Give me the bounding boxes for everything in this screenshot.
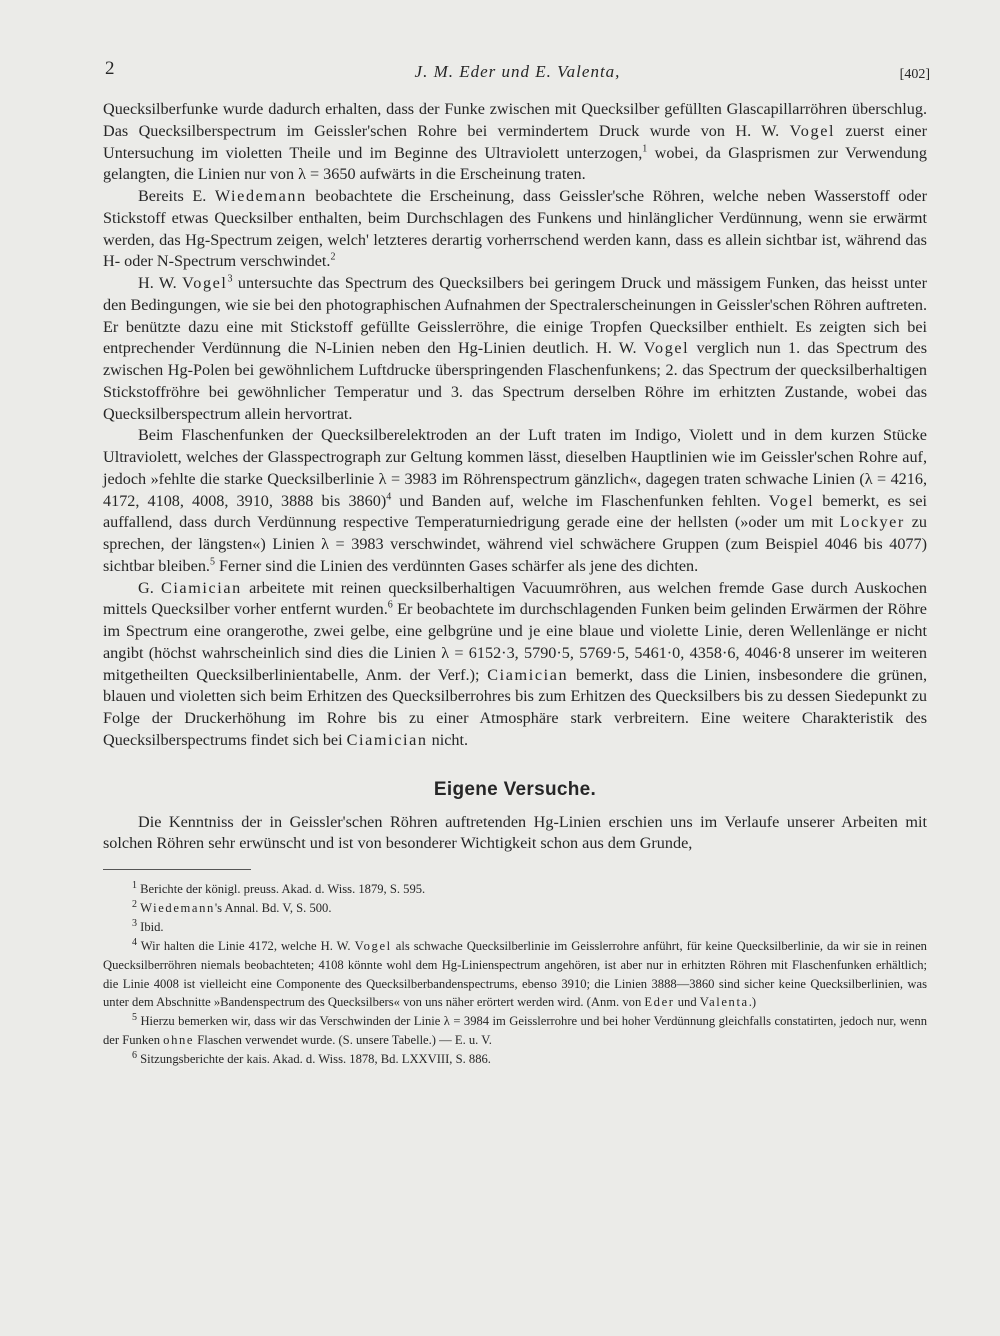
text-run: Beim Flaschenfunken der Quecksilberelektroden an der Luft traten im Indigo, Violett und in dem kurzen Stücke Ultraviolett, welches der Glasspectrograph zur Geltung kommen lässt, dieselben Hauptlinien wie im Geissler'schen Rohre auf, jedoch »fehlte die starke Quecksilberlinie λ = 3983 im Röhrenspectrum gänzlich«, dagegen traten schwache Linien (λ = 4216, 4172, 4108, 4008, 3910, 3888 bis 3860) (103, 426, 927, 510)
footnote (103, 1012, 927, 1050)
paragraph (103, 578, 927, 752)
text-run: arbeitete mit reinen quecksilberhaltigen Vacuumröhren, aus welchen fremde Gase durch Auskochen mittels Quecksilber vorher entfernt wurden. (103, 578, 927, 619)
text-run: Ferner sind die Linien des verdünnten Gases schärfer als jene des dichten. (214, 556, 699, 575)
paragraphs (103, 99, 927, 752)
spaced-name: Vogel (182, 274, 228, 292)
spaced-name: Vogel (768, 491, 815, 510)
footnote-ref: 1 (132, 879, 137, 891)
text-run: wobei, da Glasprismen zur Verwendung gelangten, die Linien nur von λ = 3650 aufwärts in die Erscheinung traten. (103, 143, 927, 184)
text-run: .) (748, 995, 757, 1010)
spaced-name: Vogel (643, 339, 690, 358)
footnote (103, 880, 927, 899)
spaced-name: Eder (644, 995, 675, 1010)
text-run: Die Kenntniss der in Geissler'schen Röhren auftretenden Hg-Linien erschien uns im Verlaufe unserer Arbeiten mit solchen Röhren sehr erwünscht und ist von besonderer Wichtigkeit schon aus dem Grunde, (103, 812, 927, 853)
body-text (103, 99, 927, 1069)
text-run: H. W. (138, 274, 183, 292)
text-run: bemerkt, es sei auffallend, dass durch Verdünnung respective Temperaturniedrigung gerade eine der hellsten (»oder um mit (103, 491, 927, 532)
text-run: Berichte der königl. preuss. Akad. d. Wiss. 1879, S. 595. (137, 882, 426, 896)
footnote (103, 899, 927, 918)
spaced-name: Vogel (789, 121, 836, 140)
footnote-ref: 3 (227, 273, 233, 285)
text-run: verglich nun 1. das Spectrum des zwischen Hg-Polen bei gewöhnlichem Luftdrucke überspringenden Flaschenfunkens; 2. das Spectrum der quecksilberhaltigen Stickstoffröhre bei gewöhnlicher Temperatur und 3. das Spectrum derselben Röhre im erhitzten Zustande, wobei das Quecksilberspectrum allein hervortrat. (103, 339, 927, 423)
text-run: Quecksilberfunke wurde dadurch erhalten, dass der Funke zwischen mit Quecksilber gefüllten Glascapillarröhren überschlug. Das Quecksilberspectrum im Geissler'schen Rohre bei vermindertem Druck wurde von H. W. (103, 100, 927, 140)
text-run: untersuchte das Spectrum des Quecksilbers bei geringem Druck und mässigem Funken, das heisst unter den Bedingungen, wie sie bei den photographischen Aufnahmen der Spectralerscheinungen in Geissler'schen Röhren auftreten. Er benützte dazu eine mit Stickstoff gefüllte Geisslerröhre, die einige Tropfen Quecksilber enthielt. Es zeigten sich bei entprechender Verdünnung die N-Linien neben den Hg-Linien deutlich. H. W. (103, 274, 927, 358)
running-title: J. M. Eder und E. Valenta, (414, 62, 621, 81)
text-run: Bereits E. (138, 187, 215, 205)
text-run: und (674, 995, 700, 1010)
paragraph (103, 425, 927, 577)
footnote-ref: 1 (642, 143, 648, 155)
paragraph (103, 99, 927, 186)
footnote (103, 1050, 927, 1069)
text-run: nicht. (427, 730, 469, 749)
footnote-ref: 5 (209, 556, 215, 568)
spaced-name: Wiedemann (140, 900, 215, 915)
text-run: bemerkt, dass die Linien, insbesondere die grünen, blauen und violetten sich beim Erhitzen des Quecksilberrohres bis zum Erhitzen des Quecksilbers bis zu dessen Siedepunkt zu Folge der Druckerhöhung im Rohre bis zu einer Atmosphäre stark verbreitern. Eine weitere Charakteristik des Quecksilberspectrums findet sich bei (103, 665, 928, 749)
paragraph (103, 186, 927, 273)
footnote-ref: 4 (386, 491, 392, 503)
footnote-ref: 2 (132, 898, 137, 910)
paragraph (103, 273, 927, 425)
text-run: als schwache Quecksilberlinie im Geisslerrohre anführt, für keine Quecksilberlinie, da wir sie in reinen Quecksilberröhren niemals beobachteten; 4108 könnte wohl dem Hg-Linienspectrum angehören, ist aber nur in erhitzten Röhren mit Flaschenfunken erhältlich; die Linie 4008 ist vielleicht eine Componente des Quecksilberbandenspectrums, ebenso 3910; die Linien 3888—3860 sind sicher keine Quecksilberlinien, was unter dem Abschnitte »Bandenspectrum des Quecksilbers« von uns näher erörtert werden wird. (Anm. von (103, 938, 927, 1010)
footnote-ref: 6 (387, 599, 393, 611)
footnote-ref: 5 (132, 1012, 137, 1024)
text-run: Ibid. (137, 919, 164, 934)
paragraph (103, 812, 927, 856)
spaced-name: Vogel (354, 938, 392, 953)
text-run: Er beobachtete im durchschlagenden Funken beim gelinden Erwärmen der Röhre im Spectrum eine orangerothe, zwei gelbe, eine gelbgrüne und je eine blaue und violette Linie, deren Wellenlänge er nicht angibt (höchst wahrscheinlich sind dies die Linien λ = 6152·3, 5790·5, 5769·5, 5461·0, 4358·6, 4046·8 unserer im weiteren mitgetheilten Quecksilberlinientabelle, Anm. der Verf.); (103, 600, 927, 684)
spaced-name: Valenta (699, 995, 749, 1010)
text-run: Hierzu bemerken wir, dass wir das Verschwinden der Linie λ = 3984 im Geisslerrohre und bei hoher Verdünnung gleichfalls constatirten, jedoch nur, wenn der Funken (103, 1014, 927, 1048)
spaced-name: Ciamician (160, 578, 242, 597)
text-run: zu sprechen, der längsten«) Linien λ = 3983 verschwindet, während viel schwächere Gruppen (zum Beispiel 4046 bis 4077) sichtbar bleiben. (103, 513, 927, 575)
footnote-ref: 3 (132, 917, 137, 929)
spaced-name: Lockyer (839, 513, 905, 532)
spaced-name: Ciamician (487, 665, 569, 684)
footnote-ref: 2 (330, 251, 336, 263)
text-run: G. (138, 578, 161, 597)
text-run: Sitzungsberichte der kais. Akad. d. Wiss. 1878, Bd. LXXVIII, S. 886. (137, 1052, 491, 1067)
text-run: beobachtete die Erscheinung, dass Geissler'sche Röhren, welche neben Wasserstoff oder Stickstoff etwas Quecksilber enthalten, beim Durchschlagen des Funkens und hinlänglicher Verdünnung, wenn sie erwärmt werden, das Hg-Spectrum zeigen, welch' letzteres derartig vorherrschend werden kann, dass es allein sichtbar ist, während das H- oder N-Spectrum verschwindet. (103, 187, 927, 271)
footnote-rule (103, 869, 251, 870)
footnotes (103, 880, 927, 1069)
footnote (103, 918, 927, 937)
text-run: zuerst einer Untersuchung im violetten Theile und im Beginne des Ultraviolett unterzogen, (103, 121, 927, 162)
original-page-number: [402] (899, 67, 930, 82)
spaced-name: Wiedemann (214, 187, 307, 205)
text-run: Wir halten die Linie 4172, welche H. W. (137, 938, 355, 953)
footnote-ref: 6 (132, 1049, 137, 1061)
section-heading: Eigene Versuche. (433, 778, 597, 800)
spaced-name: Ciamician (346, 730, 428, 749)
section-paragraphs (103, 812, 927, 856)
footnote (103, 937, 927, 1013)
spaced-name: ohne (163, 1033, 195, 1048)
page-header (105, 58, 930, 86)
footnote-ref: 4 (132, 936, 137, 948)
text-run: Flaschen verwendet wurde. (S. unsere Tabelle.) — E. u. V. (194, 1033, 492, 1048)
text-run: und Banden auf, welche im Flaschenfunken fehlten. (391, 491, 769, 510)
page-number: 2 (105, 58, 115, 79)
text-run: 's Annal. Bd. V, S. 500. (214, 900, 332, 915)
